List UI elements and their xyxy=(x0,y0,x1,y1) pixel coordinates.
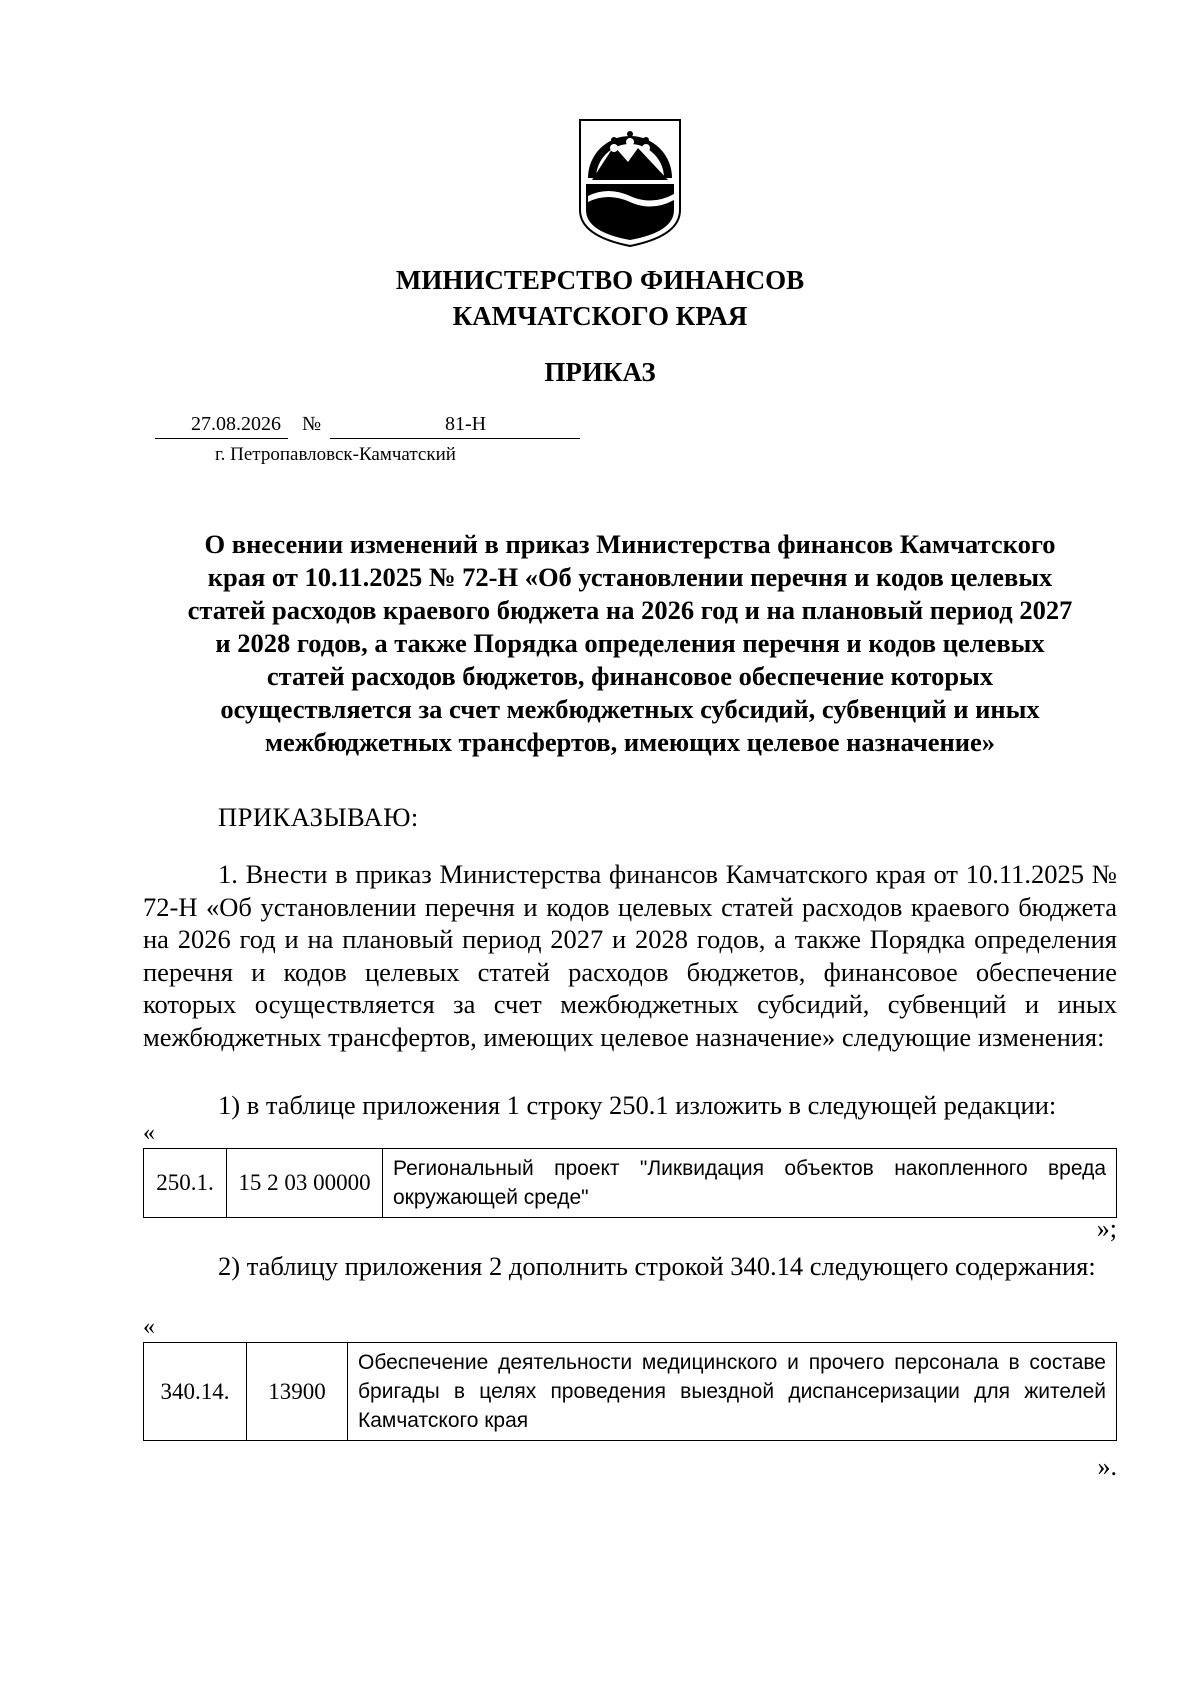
row-description: Региональный проект "Ликвидация объектов накопленного вреда окружающей среде" xyxy=(383,1149,1117,1218)
table-row-250-1 xyxy=(143,1148,1117,1218)
date-underline xyxy=(155,438,288,439)
subparagraph-2: 2) таблицу приложения 2 дополнить строкой 340.14 следующего содержания: xyxy=(218,1251,1096,1281)
ministry-line-1: МИНИСТЕРСТВО ФИНАНСОВ xyxy=(395,265,805,295)
subparagraph-1: 1) в таблице приложения 1 строку 250.1 изложить в следующей редакции: xyxy=(218,1090,1057,1120)
row-code: 15 2 03 00000 xyxy=(227,1149,383,1218)
quote-open-1: « xyxy=(143,1120,155,1146)
title-line: края от 10.11.2025 № 72-Н «Об установлении перечня и кодов целевых xyxy=(207,562,1053,592)
document-date: 27.08.2026 xyxy=(191,413,281,435)
quote-close-1: »; xyxy=(1096,1214,1117,1243)
kamchatka-coat-of-arms-icon xyxy=(578,118,682,248)
date-number-line xyxy=(155,413,580,443)
row-description: Обеспечение деятельности медицинского и прочего персонала в составе бригады в целях проведения выездной диспансеризации для жителей Камчатского края xyxy=(348,1343,1117,1441)
table-row-340-14 xyxy=(143,1342,1117,1441)
row-code: 13900 xyxy=(247,1343,348,1441)
city: г. Петропавловск-Камчатский xyxy=(215,444,456,465)
title-line: и 2028 годов, а также Порядка определения перечня и кодов целевых xyxy=(215,628,1045,658)
document-type: ПРИКАЗ xyxy=(544,357,656,387)
quote-open-2: « xyxy=(143,1314,155,1340)
number-underline xyxy=(330,438,580,439)
paragraph-1: 1. Внести в приказ Министерства финансов Камчатского края от 10.11.2025 № 72-Н «Об установлении перечня и кодов целевых статей расходов краевого бюджета на 2026 год и на плановый период 2027 и 2028 годов, а также Порядка определения перечня и кодов целевых статей расходов бюджетов, финансовое обеспечение которых осуществляется за счет межбюджетных субсидий, субвенций и иных межбюджетных трансфертов, имеющих целевое назначение» следующие изменения: xyxy=(143,859,1117,1052)
document-title xyxy=(140,528,1120,759)
document-number: 81-Н xyxy=(445,413,487,435)
title-line: О внесении изменений в приказ Министерства финансов Камчатского xyxy=(204,529,1056,559)
ministry-line-2: КАМЧАТСКОГО КРАЯ xyxy=(452,301,748,331)
title-line: статей расходов бюджетов, финансовое обеспечение которых xyxy=(266,661,994,691)
number-sign: № xyxy=(302,413,322,435)
title-line: статей расходов краевого бюджета на 2026 год и на плановый период 2027 xyxy=(187,595,1073,625)
row-number: 340.14. xyxy=(144,1343,247,1441)
title-line: осуществляется за счет межбюджетных субсидий, субвенций и иных xyxy=(220,694,1040,724)
decree-word: ПРИКАЗЫВАЮ: xyxy=(218,802,419,832)
quote-close-2: ». xyxy=(1097,1452,1117,1481)
ministry-name xyxy=(0,262,1200,334)
row-number: 250.1. xyxy=(144,1149,227,1218)
title-line: межбюджетных трансфертов, имеющих целевое назначение» xyxy=(264,727,996,757)
